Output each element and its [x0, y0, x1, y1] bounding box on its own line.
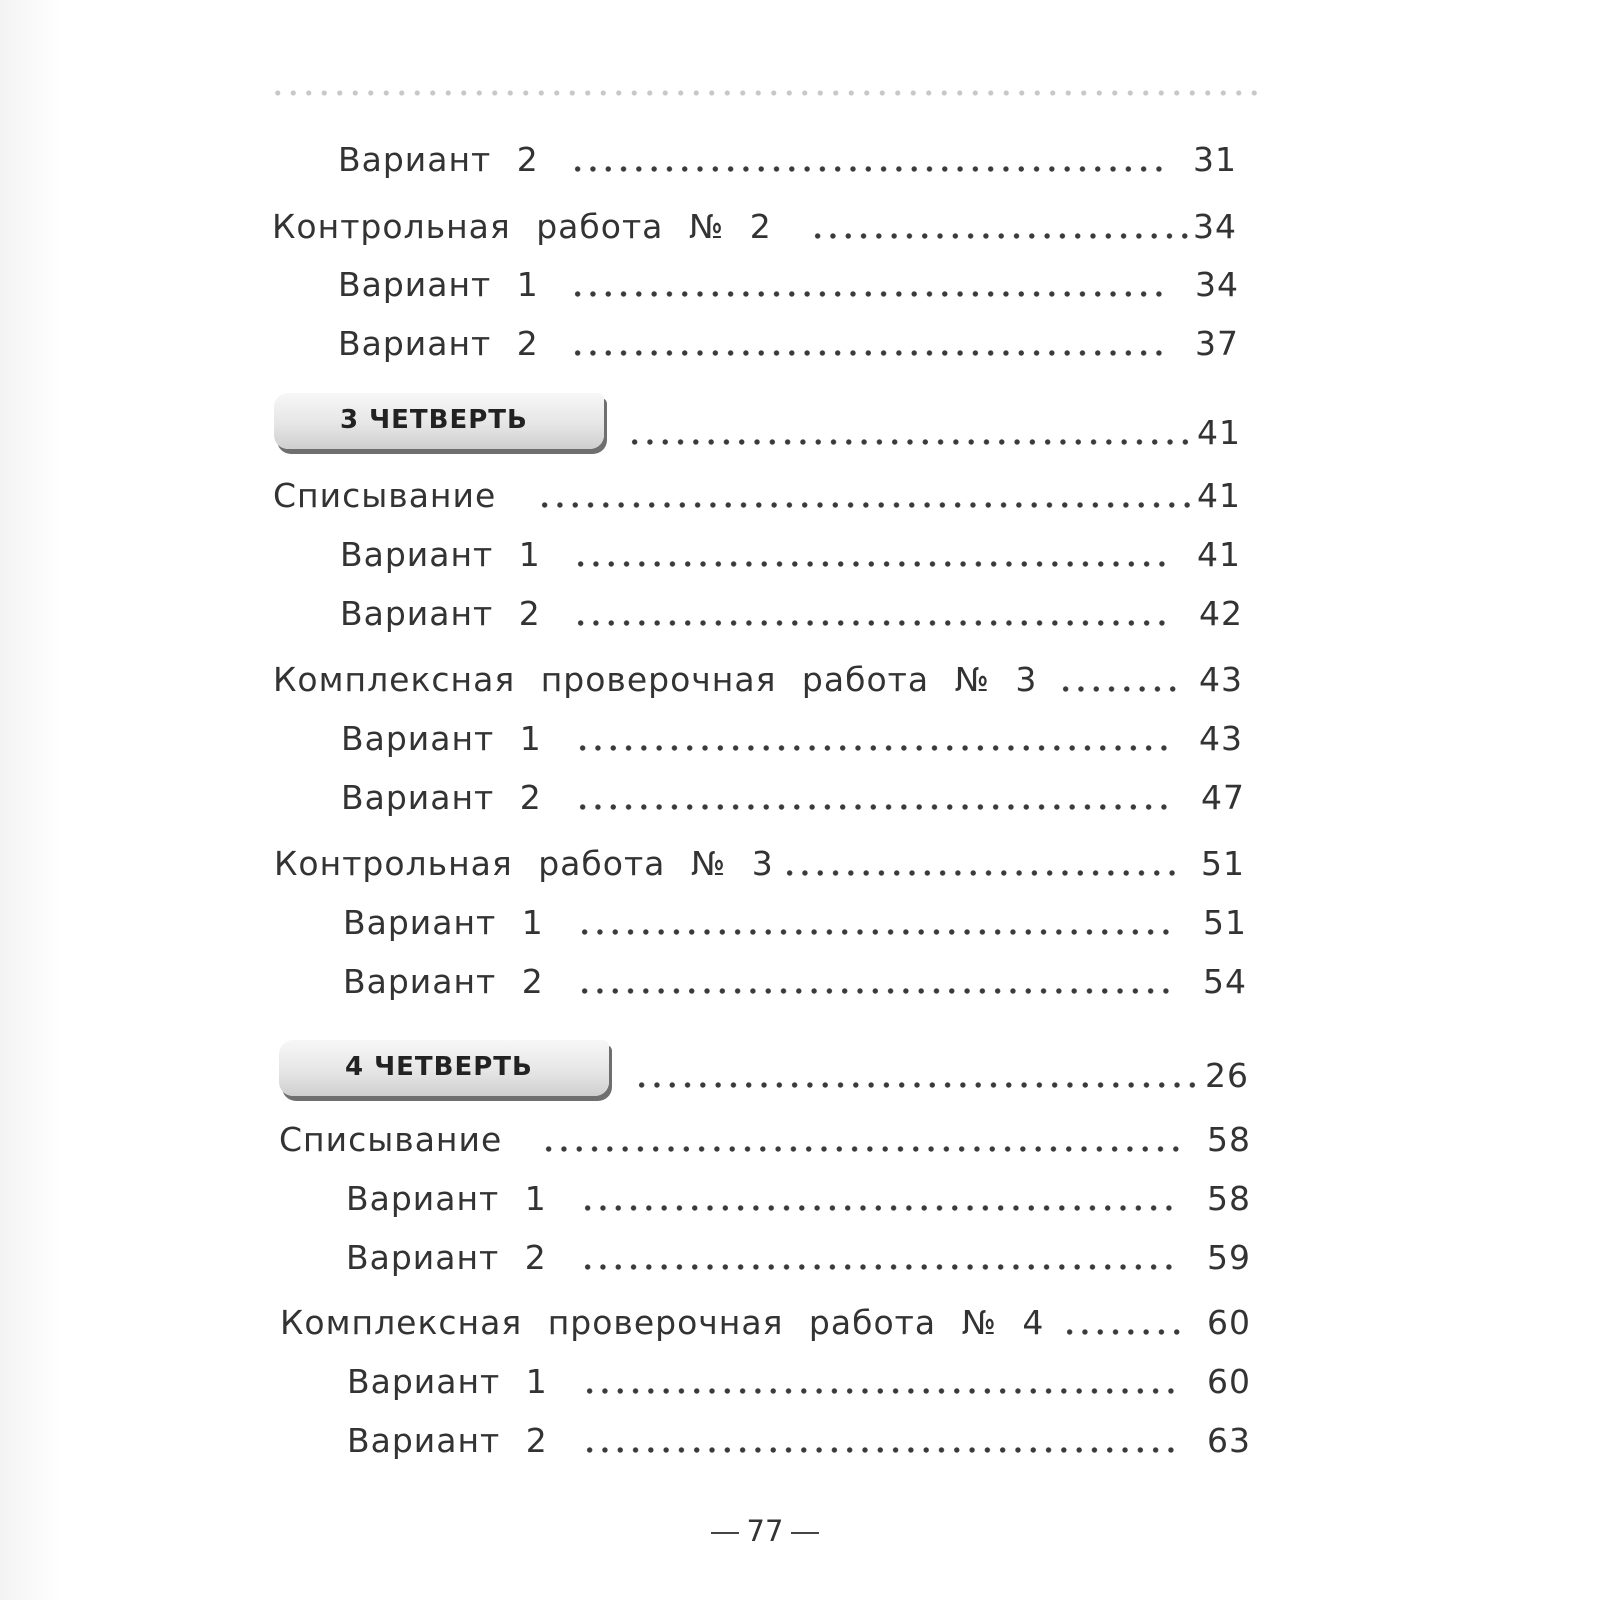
dot-leader: [570, 349, 1170, 357]
toc-entry-label: Вариант 2: [347, 1421, 548, 1460]
dot-leader: [541, 1145, 1181, 1153]
toc-entry-label: Вариант 1: [338, 265, 539, 304]
toc-entry[interactable]: [0, 263, 1600, 307]
toc-entry-label: Вариант 2: [343, 962, 544, 1001]
dot-leader: [580, 1204, 1180, 1212]
dot-leader: [582, 1446, 1182, 1454]
toc-entry-page: 51: [1203, 903, 1247, 942]
toc-entry[interactable]: [0, 776, 1600, 820]
toc-entry-page: 59: [1207, 1238, 1251, 1277]
toc-entry[interactable]: [0, 533, 1600, 577]
toc-entry[interactable]: [0, 842, 1600, 886]
toc-entry-page: 26: [1205, 1056, 1249, 1095]
toc-entry-page: 60: [1207, 1362, 1251, 1401]
quarter-4-label: 4 ЧЕТВЕРТЬ: [345, 1052, 533, 1082]
toc-entry-page: 51: [1201, 844, 1245, 883]
toc-entry-label: Вариант 2: [341, 778, 542, 817]
dot-leader: [810, 232, 1188, 240]
toc-entry-label: Списывание: [279, 1120, 503, 1159]
toc-entry-page: 41: [1197, 535, 1241, 574]
toc-entry-label: Контрольная работа № 3: [274, 844, 774, 883]
dot-leader: [575, 803, 1175, 811]
toc-entry-page: 58: [1207, 1179, 1251, 1218]
toc-entry-page: 34: [1193, 207, 1237, 246]
toc-entry-page: 37: [1195, 324, 1239, 363]
toc-entry-label: Вариант 1: [341, 719, 542, 758]
toc-entry[interactable]: [0, 138, 1600, 182]
toc-entry[interactable]: [0, 717, 1600, 761]
dot-leader: [580, 1263, 1180, 1271]
toc-entry[interactable]: [0, 1118, 1600, 1162]
dot-leader: [577, 987, 1177, 995]
dot-leader: [570, 290, 1170, 298]
toc-entry[interactable]: [0, 1419, 1600, 1463]
toc-entry[interactable]: [0, 474, 1600, 518]
toc-entry-page: 47: [1201, 778, 1245, 817]
toc-entry[interactable]: [0, 960, 1600, 1004]
dot-leader: [570, 165, 1170, 173]
toc-entry-label: Вариант 2: [346, 1238, 547, 1277]
toc-entry-page: 31: [1193, 140, 1237, 179]
toc-entry[interactable]: [0, 322, 1600, 366]
toc-entry-page: 58: [1207, 1120, 1251, 1159]
toc-entry-page: 54: [1203, 962, 1247, 1001]
toc-entry-label: Комплексная проверочная работа № 4: [280, 1303, 1045, 1342]
toc-entry-page: 41: [1197, 413, 1241, 452]
toc-entry-page: 41: [1197, 476, 1241, 515]
toc-entry[interactable]: [0, 1360, 1600, 1404]
page-number-text: 77: [746, 1514, 784, 1548]
toc-entry[interactable]: [0, 411, 1600, 455]
toc-entry[interactable]: [0, 1236, 1600, 1280]
toc-entry-label: Комплексная проверочная работа № 3: [273, 660, 1038, 699]
toc-entry-page: 63: [1207, 1421, 1251, 1460]
toc-entry-label: Вариант 1: [340, 535, 541, 574]
toc-entry-label: Вариант 2: [338, 140, 539, 179]
dot-leader: [537, 501, 1190, 509]
toc-entry[interactable]: [0, 1054, 1600, 1098]
dot-leader: [782, 869, 1177, 877]
toc-entry-page: 43: [1199, 660, 1243, 699]
dot-leader: [573, 560, 1173, 568]
toc-entry-label: Вариант 2: [338, 324, 539, 363]
toc-entry-label: Вариант 2: [340, 594, 541, 633]
dot-leader: [577, 928, 1177, 936]
dot-leader: [627, 438, 1192, 446]
dot-leader: [634, 1081, 1202, 1089]
page-number-dash-right: [791, 1532, 819, 1534]
toc-entry[interactable]: [0, 1301, 1600, 1345]
dot-leader: [575, 744, 1175, 752]
toc-entry[interactable]: [0, 658, 1600, 702]
toc-entry-page: 43: [1199, 719, 1243, 758]
toc-entry[interactable]: [0, 1177, 1600, 1221]
toc-entry[interactable]: [0, 901, 1600, 945]
toc-entry-label: Вариант 1: [346, 1179, 547, 1218]
toc-entry-label: Вариант 1: [347, 1362, 548, 1401]
toc-entry[interactable]: [0, 205, 1600, 249]
toc-entry-page: 60: [1207, 1303, 1251, 1342]
quarter-3-label: 3 ЧЕТВЕРТЬ: [340, 405, 528, 435]
toc-entry-label: Контрольная работа № 2: [272, 207, 772, 246]
page-number-dash-left: [711, 1532, 739, 1534]
dot-leader: [582, 1387, 1182, 1395]
toc-entry-label: Вариант 1: [343, 903, 544, 942]
page-number: [680, 1514, 850, 1548]
toc-entry-page: 42: [1199, 594, 1243, 633]
toc-entry[interactable]: [0, 592, 1600, 636]
dot-leader: [573, 619, 1173, 627]
toc-entry-label: Списывание: [273, 476, 497, 515]
toc-entry-page: 34: [1195, 265, 1239, 304]
top-dotted-rule: [270, 88, 1260, 98]
